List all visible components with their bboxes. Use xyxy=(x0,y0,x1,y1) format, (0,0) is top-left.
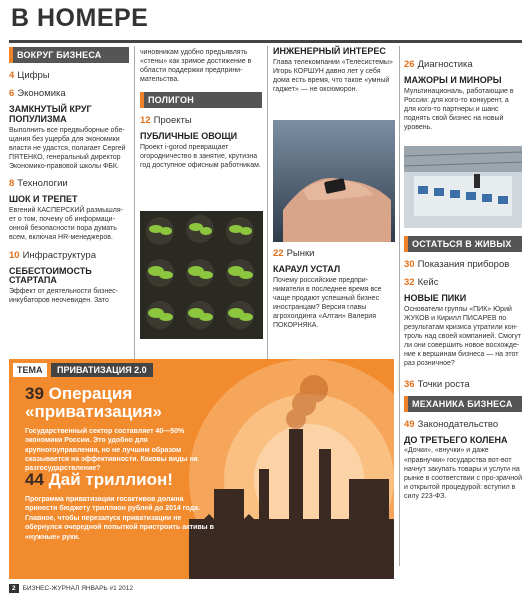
story-text: чиновникам удобно предъявлять «стены» как зримое достижение в области поддержки предприни-мательства. xyxy=(140,49,252,84)
feature-tag: ТЕМА xyxy=(13,363,47,377)
gadget-in-hand-photo xyxy=(273,120,395,242)
column-3 xyxy=(273,47,394,94)
story-text: Проект i-gorod превращает огородничество в занятие, крутизна год доступное офисным работникам. xyxy=(140,144,261,170)
factory-floor-photo xyxy=(404,146,522,228)
story-headline[interactable]: КАРАУЛ УСТАЛ xyxy=(273,264,341,274)
toc-item[interactable]: 30 Показания приборов xyxy=(404,259,510,270)
story-text: «Дочки», «внучки» и даже «правнучки» государства вот-вот начнут закупать товары и услуги на рынке в соответствии с про-зрачной и открытой процедурой: вступил в силу 223-ФЗ. xyxy=(404,447,522,500)
toc-item[interactable]: 36 Точки роста xyxy=(404,378,470,390)
footer-page-number: 2 xyxy=(9,584,19,593)
story-text: Мультинациональ, работающие в России: для кого-то конкурент, а для кого-то партнеры и шанс поднять свой бизнес на новый уровень. xyxy=(404,87,514,132)
section-bar: ПОЛИГОН xyxy=(140,92,262,108)
seedlings-photo xyxy=(140,211,263,339)
story-headline[interactable]: МАЖОРЫ И МИНОРЫ xyxy=(404,75,502,85)
column-divider xyxy=(134,46,135,359)
toc-item[interactable]: 8 Технологии xyxy=(9,178,68,190)
story-text: Основатели группы «ПИК» Юрий ЖУКОВ и Кирилл ПИСАРЕВ по результатам кризиса утратили кон-троль над своей компанией. Смогут ли они совершить новое восхожде-ние к вершинам бизнеса — на этот раз розничное? xyxy=(404,305,522,368)
story-text: Евгений КАСПЕРСКИЙ размышля-ет о том, почему об информаци-онной безопасности пора думать всем, включая HR-менеджеров. xyxy=(9,207,123,242)
column-1 xyxy=(9,47,129,305)
toc-item[interactable]: 12 Проекты xyxy=(140,115,192,127)
story-text: Эффект от деятельности бизнес-инкубаторов неочевиден. Зато xyxy=(9,288,118,305)
toc-item[interactable]: 22 Рынки xyxy=(273,248,315,259)
page-number: 44 xyxy=(25,470,44,489)
feature-title: ПРИВАТИЗАЦИЯ 2.0 xyxy=(51,363,153,377)
feature-story-1[interactable]: 39 Операция «приватизация» Государственный сектор составляет 40—50% экономики России. Это удобно для крупногоуправления, но не лучшим образом сказывается на эффективности. Каковы виды на разгосударствление? xyxy=(25,384,198,473)
feature-story-2[interactable]: 44 Дай триллион! Программа приватизации госактивов должна принести бюджету триллион рублей до 2014 года. Главное, чтобы перезапуск приватизации не обернулся очередной попыткой пристроить активы в «нужные» руки. xyxy=(25,470,214,541)
title-rule xyxy=(9,40,522,43)
page-footer xyxy=(9,584,133,593)
column-3-lower xyxy=(273,248,394,330)
story-headline[interactable]: ЗАМКНУТЫЙ КРУГ ПОПУЛИЗМА xyxy=(9,104,92,124)
story-headline[interactable]: ИНЖЕНЕРНЫЙ ИНТЕРЕС xyxy=(273,46,386,56)
story-headline[interactable]: СЕБЕСТОИМОСТЬ СТАРТАПА xyxy=(9,265,92,286)
story-headline[interactable]: НОВЫЕ ПИКИ xyxy=(404,293,467,303)
column-2 xyxy=(140,47,262,171)
story-text: Выполнить все предвыборные обе-щания без ущерба для экономики власти не удастся, полагает Сергей ПЯТЕНКО, генеральный директор Экономико-правовой школы ФБК. xyxy=(9,126,126,171)
toc-item[interactable]: 6 Экономика xyxy=(9,88,66,99)
column-divider xyxy=(399,46,400,566)
column-divider xyxy=(267,46,268,359)
toc-item[interactable]: 32 Кейс xyxy=(404,277,439,288)
story-headline[interactable]: ДО ТРЕТЬЕГО КОЛЕНА xyxy=(404,434,508,445)
toc-item[interactable]: 49 Законодательство xyxy=(404,418,499,430)
toc-item[interactable]: 10 Инфраструктура xyxy=(9,249,96,261)
section-bar: ОСТАТЬСЯ В ЖИВЫХ xyxy=(404,236,522,252)
story-text: Глава телекомпании «Телесистемы» Игорь КОРШУН давно лет у себя дома есть время, что такое «умный гаджет» — не оксюморон. xyxy=(273,58,393,94)
feature-block xyxy=(9,359,394,579)
story-headline[interactable]: ШОК И ТРЕПЕТ xyxy=(9,194,78,205)
page-title: В НОМЕРЕ xyxy=(11,4,149,32)
story-headline[interactable]: ПУБЛИЧНЫЕ ОВОЩИ xyxy=(140,131,238,142)
section-bar: ВОКРУГ БИЗНЕСА xyxy=(9,47,129,63)
section-bar: МЕХАНИКА БИЗНЕСА xyxy=(404,396,522,412)
story-text: Почему российские предпри-ниматели в последнее время все чаще продают успешный бизнес иностранцам? Версия главы агрохолдинга «Алтан» Валерия ПОКОРНЯКА. xyxy=(273,276,382,330)
column-4 xyxy=(404,47,522,132)
toc-item[interactable]: 26 Диагностика xyxy=(404,59,473,70)
toc-item[interactable]: 4 Цифры xyxy=(9,70,50,81)
page-number: 39 xyxy=(25,384,44,403)
footer-publication: БИЗНЕС-ЖУРНАЛ ЯНВАРЬ #1 2012 xyxy=(22,585,133,592)
column-4-lower xyxy=(404,236,522,501)
